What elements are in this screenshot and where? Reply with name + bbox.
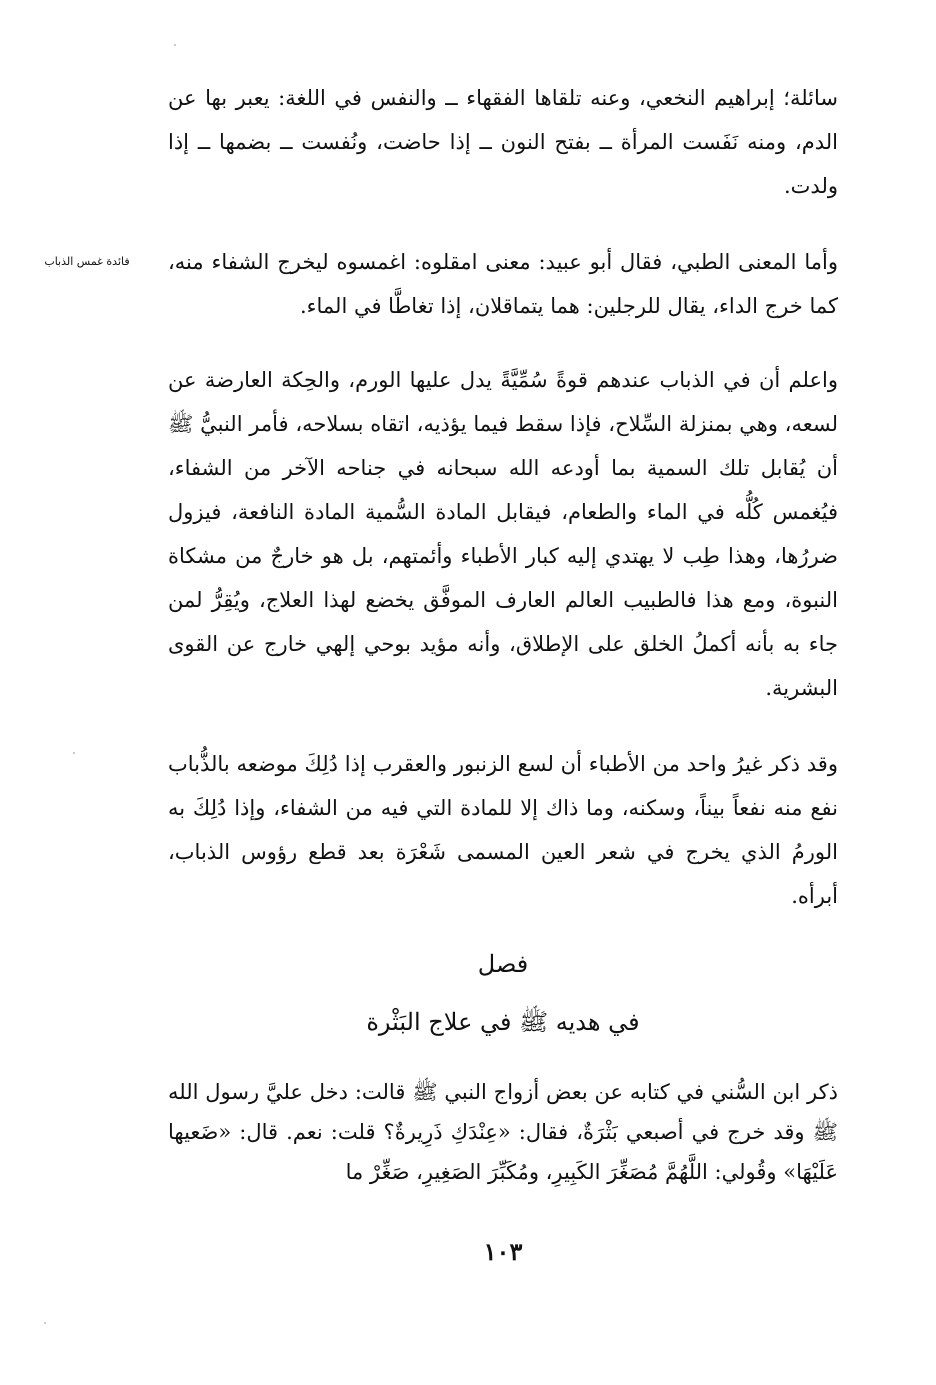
paragraph-fly-poison: واعلم أن في الذباب عندهم قوةً سُمِّيَّةً يدل عليها الورم، والحِكة العارضة عن لسعه، وهي بمنزلة السِّلاح، فإذا سقط فيما يؤذيه، اتقاه بسلاحه، فأمر النبيُّ ﷺ أن يُقابل تلك السمية بما أودعه الله سبحانه في جناحه الآخر من الشفاء، فيُغمس كُلُّه في الماء والطعام، فيقابل المادة السُّمية المادة النافعة، فيزول ضررُها، وهذا طِب لا يهتدي إليه كبار الأطباء وأئمتهم، بل هو خارجٌ من مشكاة النبوة، ومع هذا فالطبيب العالم العارف الموفَّق يخضع لهذا العلاج، ويُقِرُّ لمن جاء به بأنه أكملُ الخلق على الإطلاق، وأنه مؤيد بوحي إلهي خارج عن القوى البشرية. bbox=[168, 368, 838, 700]
section-subheading: في هديه ﷺ في علاج البَثْرة bbox=[366, 1008, 640, 1036]
margin-note: فائدة غمس الذباب bbox=[44, 255, 130, 268]
paragraph-ibn-sunni: ذكر ابن السُّني في كتابه عن بعض أزواج النبي ﷺ قالت: دخل عليَّ رسول الله ﷺ وقد خرج في أصبعي بَثْرَةٌ، فقال: «عِنْدَكِ ذَرِيرةٌ؟ قلت: نعم. قال: «ضَعيها عَلَيْهَا» وقُولي: اللَّهُمَّ مُصَغِّرَ الكَبِيرِ، ومُكَبِّرَ الصَغِيرِ، صَغِّرْ ما bbox=[168, 1080, 838, 1184]
paragraph-medical-meaning: وأما المعنى الطبي، فقال أبو عبيد: معنى امقلوه: اغمسوه ليخرج الشفاء منه، كما خرج الداء، يقال للرجلين: هما يتماقلان، إذا تغاطَّا في الماء. bbox=[168, 250, 838, 318]
paper-speck bbox=[44, 1322, 46, 1324]
paper-speck bbox=[174, 44, 176, 46]
paragraph-nafs-definition: سائلة؛ إبراهيم النخعي، وعنه تلقاها الفقهاء ــ والنفس في اللغة: يعبر بها عن الدم، ومنه نَفَست المرأة ــ بفتح النون ــ إذا حاضت، ونُفست ــ بضمها ــ إذا ولدت. bbox=[168, 86, 838, 198]
page-number: ١٠٣ bbox=[483, 1237, 523, 1266]
paper-speck bbox=[73, 752, 75, 754]
section-heading: فصل bbox=[477, 950, 529, 978]
paragraph-wasp-sting: وقد ذكر غيرُ واحد من الأطباء أن لسع الزنبور والعقرب إذا دُلِكَ موضعه بالذُّباب نفع منه نفعاً بيناً، وسكنه، وما ذاك إلا للمادة التي فيه من الشفاء، وإذا دُلِكَ به الورمُ الذي يخرج في شعر العين المسمى شَعْرَة بعد قطع رؤوس الذباب، أبرأه. bbox=[168, 752, 838, 908]
